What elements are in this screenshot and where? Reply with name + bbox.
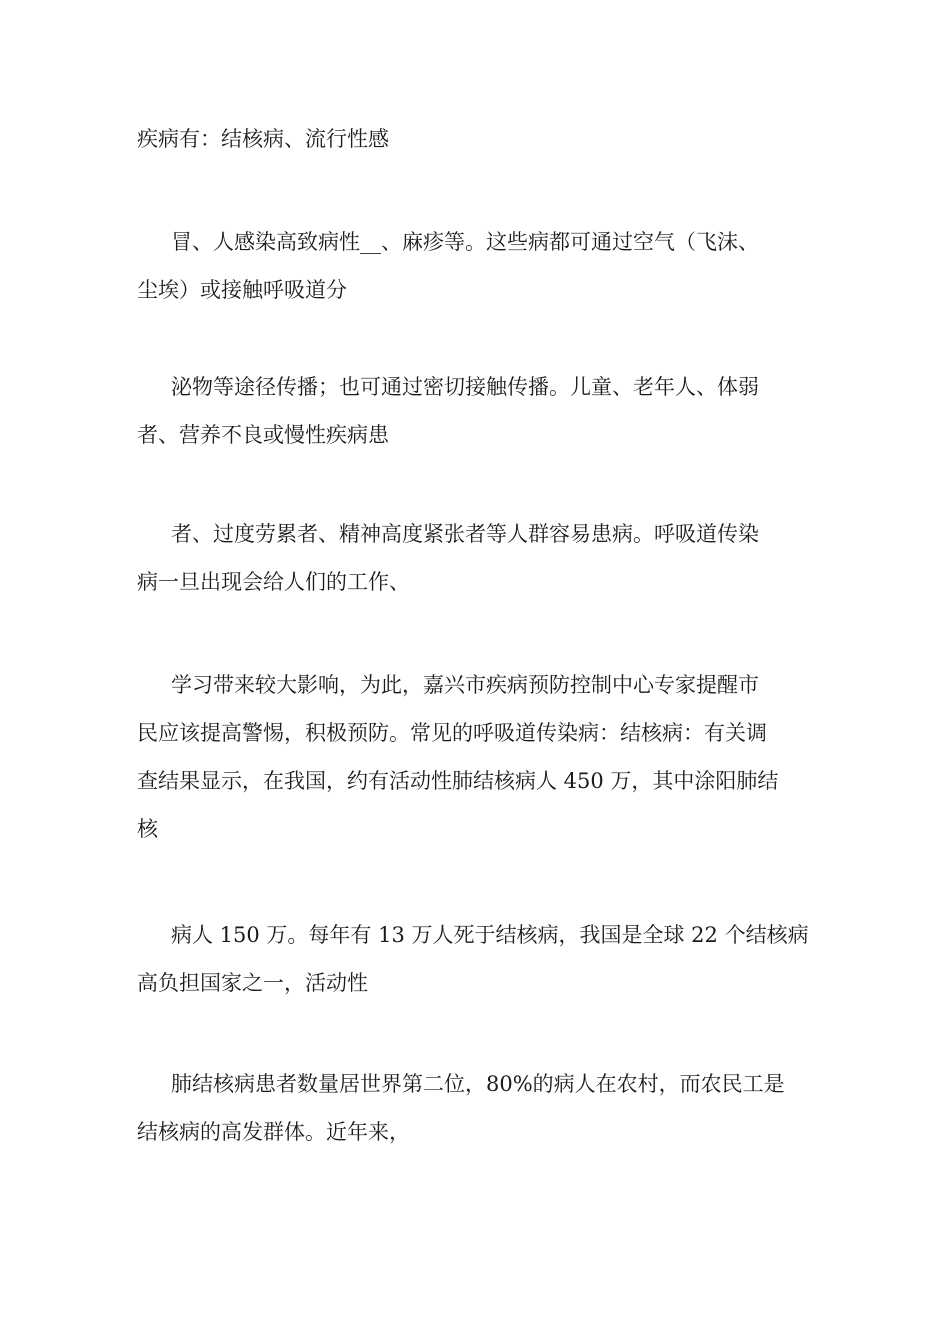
- text-line: 肺结核病患者数量居世界第二位，80%的病人在农村，而农民工是: [171, 1072, 785, 1096]
- text-line: 尘埃）或接触呼吸道分: [137, 278, 347, 302]
- text-line: 者、过度劳累者、精神高度紧张者等人群容易患病。呼吸道传染: [171, 522, 759, 546]
- text-line: 民应该提高警惕，积极预防。常见的呼吸道传染病：结核病：有关调: [137, 721, 767, 745]
- text-line: 结核病的高发群体。近年来，: [137, 1120, 410, 1144]
- paragraph-4: [137, 510, 817, 606]
- paragraph-5: [137, 661, 817, 853]
- text-line: 者、营养不良或慢性疾病患: [137, 423, 389, 447]
- text-line: 查结果显示，在我国，约有活动性肺结核病人 450 万，其中涂阳肺结: [137, 769, 779, 793]
- paragraph-6: [137, 911, 817, 1007]
- paragraph-2: [137, 218, 817, 314]
- text-line: 病一旦出现会给人们的工作、: [137, 570, 410, 594]
- text-line: 学习带来较大影响，为此，嘉兴市疾病预防控制中心专家提醒市: [171, 673, 759, 697]
- text-line: 核: [137, 817, 158, 841]
- text-line: 泌物等途径传播；也可通过密切接触传播。儿童、老年人、体弱: [171, 375, 759, 399]
- text-line: 疾病有：结核病、流行性感: [137, 127, 389, 151]
- paragraph-7: [137, 1060, 817, 1156]
- paragraph-3: [137, 363, 817, 459]
- text-line: 冒、人感染高致病性__、麻疹等。这些病都可通过空气（飞沫、: [171, 230, 759, 254]
- text-line: 病人 150 万。每年有 13 万人死于结核病，我国是全球 22 个结核病: [171, 923, 809, 947]
- paragraph-1: [137, 115, 817, 163]
- text-line: 高负担国家之一，活动性: [137, 971, 368, 995]
